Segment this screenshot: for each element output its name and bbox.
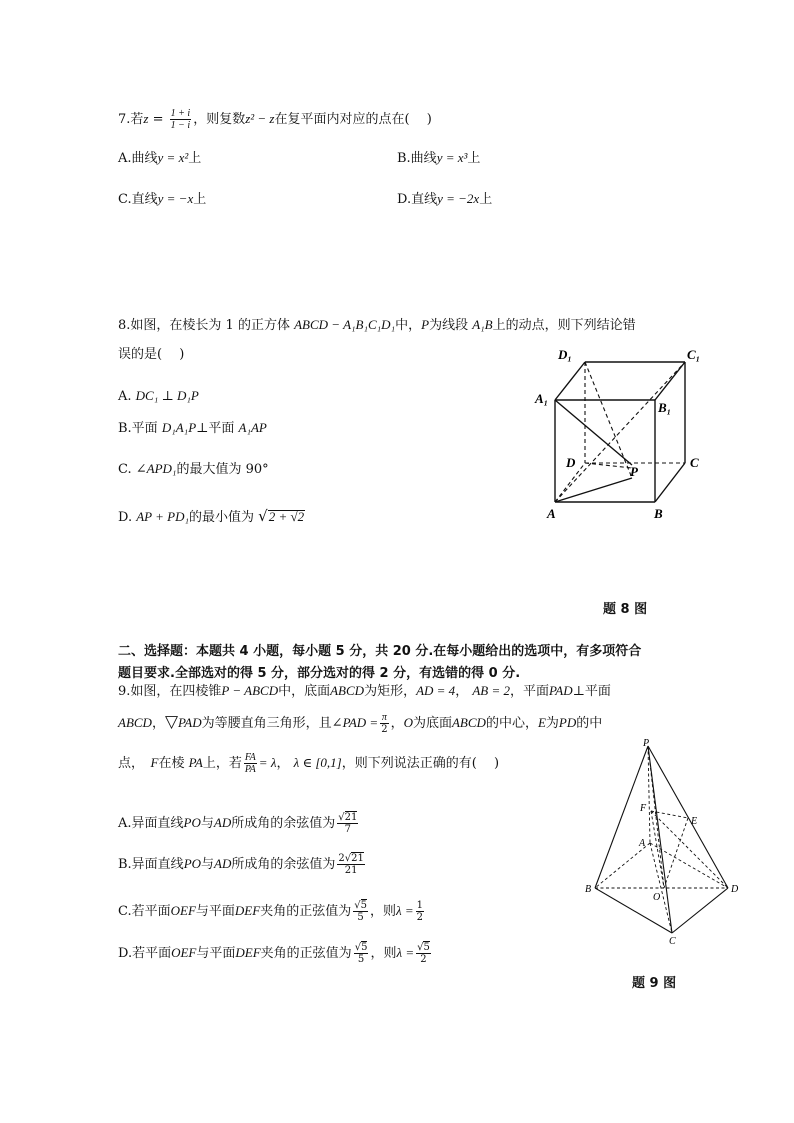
label-b: B <box>654 506 663 521</box>
label-c1: C₁ <box>687 347 701 362</box>
q8-caption: 题 8 图 <box>603 602 648 617</box>
pyr-label-c: C <box>669 936 676 947</box>
label-a1: A₁ <box>535 391 549 406</box>
pyr-label-d: D <box>731 884 739 895</box>
pyr-label-a: A <box>639 838 646 849</box>
pyramid-hidden-edges <box>595 746 728 933</box>
q8-option-b[interactable]: B.平面 D₁A₁P⊥平面 A₁AP <box>118 420 267 436</box>
label-b1: B₁ <box>658 400 672 415</box>
section2-line2: 题目要求.全部选对的得 5 分，部分选对的得 2 分，有选错的得 0 分. <box>118 666 521 681</box>
section2-line1: 二、选择题：本题共 4 小题，每小题 5 分，共 20 分.在每小题给出的选项中，有多项符合 <box>118 644 642 659</box>
q7-option-d[interactable]: D.直线y = −2x上 <box>397 191 493 207</box>
q7-option-c[interactable]: C.直线y = −x上 <box>118 191 207 207</box>
q9-option-b[interactable]: B.异面直线PO与AD所成角的余弦值为 $\frac{2√21}{21}$ <box>118 853 364 876</box>
q8-option-d[interactable]: D. AP + PD₁的最小值为 √2 + √2 <box>118 507 305 525</box>
q8-stem-line2: 误的是( ) <box>118 347 185 362</box>
q8-stem-line1: 8.如图，在棱长为 1 的正方体 ABCD − A₁B₁C₁D₁中，P为线段 A₁B上的动点，则下列结论错 <box>118 317 636 333</box>
label-a: A <box>547 506 556 521</box>
pyr-label-o: O <box>653 892 661 903</box>
q9-stem-line2: ABCD，▽PAD为等腰直角三角形，且∠PAD = $\frac{\pi}{2}$ ，O为底面ABCD的中心，E为PD的中 <box>118 712 603 735</box>
label-d: D <box>566 455 576 470</box>
pyr-label-f: F <box>640 803 647 814</box>
label-d1: D₁ <box>558 347 572 362</box>
q7-fraction: $\frac{1 + i}{1 - i}$ <box>170 108 191 131</box>
q8-option-c[interactable]: C. ∠APD₁的最大值为 90° <box>118 461 269 477</box>
q7-option-a[interactable]: A.曲线y = x²上 <box>118 150 202 166</box>
q8-cube-figure <box>530 340 720 525</box>
q9-option-d[interactable]: D.若平面OEF与平面DEF夹角的正弦值为 $\frac{√5}{5}$ ，则λ = $\frac{√5}{2}$ <box>118 942 430 965</box>
cube-hidden-edges <box>555 362 685 502</box>
pyr-label-p: P <box>643 738 650 749</box>
q7-stem: 7.若z = $\frac{1 + i}{1 - i}$ ，则复数z² − z在复平面内对应的点在( ) <box>118 108 432 131</box>
q9-caption: 题 9 图 <box>632 976 677 991</box>
q9-stem-line3: 点， F在棱 PA上，若 $\frac{FA}{PA}$ = λ， λ ∈ [0,1]，则下列说法正确的有( ) <box>118 752 500 775</box>
q9-stem-line1: 9.如图，在四棱锥P − ABCD中，底面ABCD为矩形，AD = 4， AB = 2，平面PAD⊥平面 <box>118 683 611 699</box>
pyr-label-b: B <box>585 884 592 895</box>
q9-pyramid-figure <box>580 738 750 950</box>
label-c: C <box>690 455 699 470</box>
q7-option-b[interactable]: B.曲线y = x³上 <box>397 150 481 166</box>
q9-option-c[interactable]: C.若平面OEF与平面DEF夹角的正弦值为 $\frac{√5}{5}$ ，则λ = $\frac{1}{2}$ <box>118 900 424 923</box>
q8-option-a[interactable]: A. DC₁ ⊥ D₁P <box>118 388 199 404</box>
pyr-label-e: E <box>691 816 698 827</box>
pyramid-solid-edges <box>595 746 728 933</box>
label-p: P <box>630 464 638 479</box>
q9-option-a[interactable]: A.异面直线PO与AD所成角的余弦值为 $\frac{√21}{7}$ <box>118 812 358 835</box>
